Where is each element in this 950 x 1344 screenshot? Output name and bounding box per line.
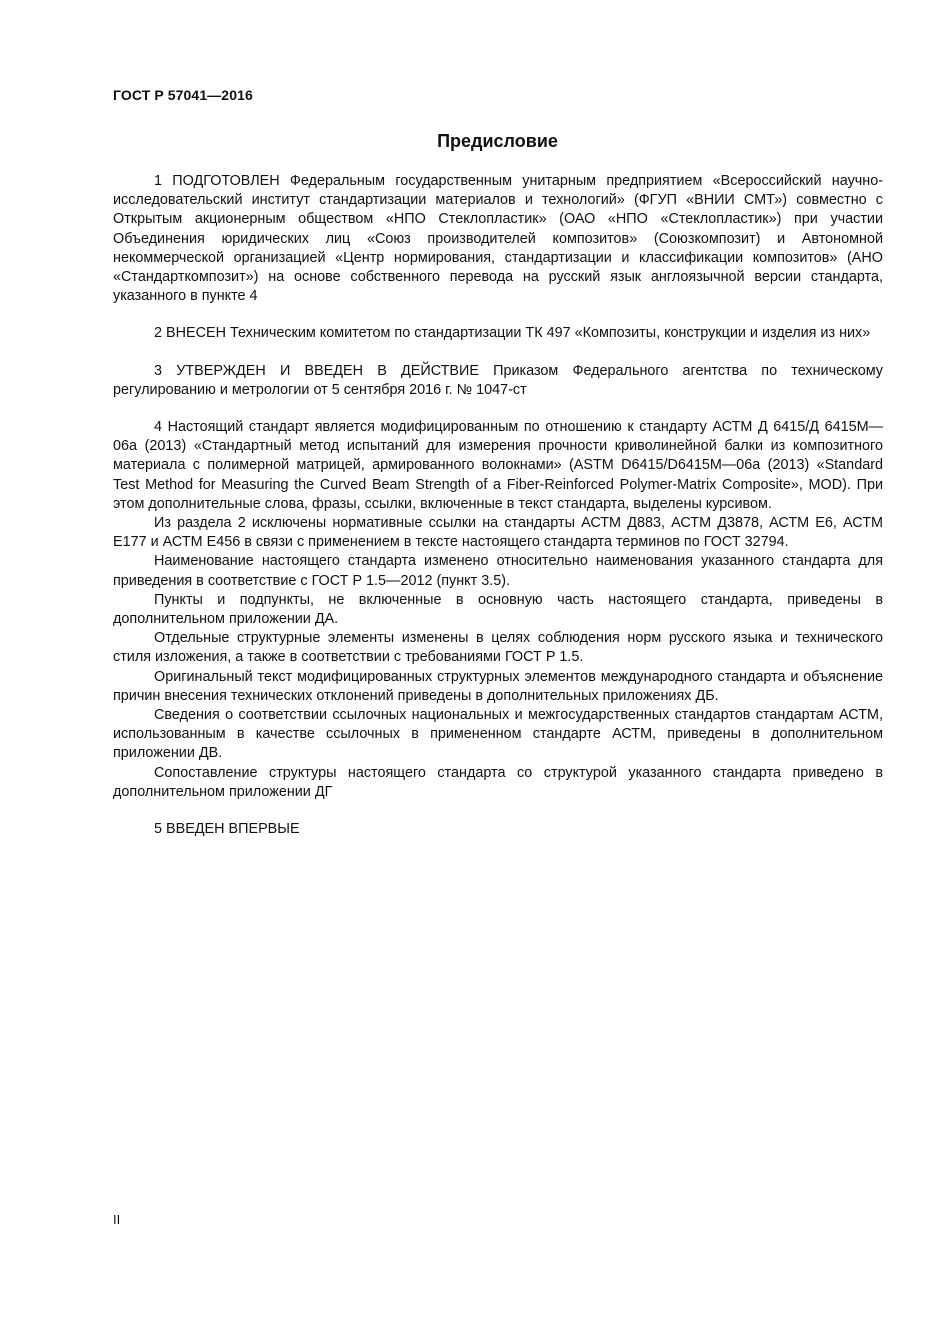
paragraph-first-introduced: 5 ВВЕДЕН ВПЕРВЫЕ	[154, 821, 300, 838]
paragraph-structural-elements: Отдельные структурные элементы изменены в целях соблюдения норм русского языка и технического стиля изложения, а также в соответствии с требованиями ГОСТ Р 1.5.	[113, 630, 883, 666]
page-number: II	[113, 1212, 121, 1227]
paragraph-name-changed: Наименование настоящего стандарта изменено относительно наименования указанного стандарта для приведения в соответствие с ГОСТ Р 1.5—2012 (пункт 3.5).	[113, 553, 883, 589]
page-title: Предисловие	[437, 131, 558, 151]
paragraph-appendix-dv: Сведения о соответствии ссылочных национальных и межгосударственных стандартов стандартам АСТМ, использованным в качестве ссылочных в примененном стандарте АСТМ, приведены в дополнительном приложении ДВ.	[113, 707, 883, 762]
paragraph-appendix-dg: Сопоставление структуры настоящего стандарта со структурой указанного стандарта приведено в дополнительном приложении ДГ	[113, 764, 883, 800]
paragraph-appendix-da: Пункты и подпункты, не включенные в основную часть настоящего стандарта, приведены в дополнительном приложении ДА.	[113, 591, 883, 628]
paragraph-modified-standard: 4 Настоящий стандарт является модифицированным по отношению к стандарту АСТМ Д 6415/Д 6415М—06а (2013) «Стандартный метод испытаний для измерения прочности криволинейной балки из композитного материала с полимерной матрицей, армированного волокнами» (ASTM D6415/D6415M—06a (2013) «Standard Test Method for Measuring the Curved Beam Strength of a Fiber-Reinforced Polymer-Matrix Composite», MOD). При этом дополнительные слова, фразы, ссылки, включенные в текст стандарта, выделены курсивом.	[113, 419, 883, 512]
paragraph-appendix-db: Оригинальный текст модифицированных структурных элементов международного стандарта и объяснение причин внесения технических отклонений приведены в дополнительных приложениях ДБ.	[113, 668, 883, 704]
foreword-body	[113, 172, 883, 839]
document-code: ГОСТ Р 57041—2016	[113, 87, 253, 103]
paragraph-introduced-by: 2 ВНЕСЕН Техническим комитетом по стандартизации ТК 497 «Композиты, конструкции и изделия из них»	[154, 325, 871, 342]
paragraph-excluded-references: Из раздела 2 исключены нормативные ссылки на стандарты АСТМ Д883, АСТМ Д3878, АСТМ Е6, АСТМ Е177 и АСТМ Е456 в связи с применением в тексте настоящего стандарта терминов по ГОСТ 32794.	[113, 515, 883, 551]
paragraph-approved: 3 УТВЕРЖДЕН И ВВЕДЕН В ДЕЙСТВИЕ Приказом Федерального агентства по техническому регулированию и метрологии от 5 сентября 2016 г. № 1047-ст	[113, 362, 883, 398]
paragraph-prepared-by: 1 ПОДГОТОВЛЕН Федеральным государственным унитарным предприятием «Всероссийский научно-исследовательский институт стандартизации материалов и технологий» (ФГУП «ВНИИ СМТ») совместно с Открытым акционерным обществом «НПО Стеклопластик» (ОАО «НПО «Стеклопластик») при участии Объединения юридических лиц «Союз производителей композитов» (Союзкомпозит) и Автономной некоммерческой организацией «Центр нормирования, стандартизации и классификации композитов» (АНО «Стандарткомпозит») на основе собственного перевода на русский язык англоязычной версии стандарта, указанного в пункте 4	[113, 173, 883, 305]
